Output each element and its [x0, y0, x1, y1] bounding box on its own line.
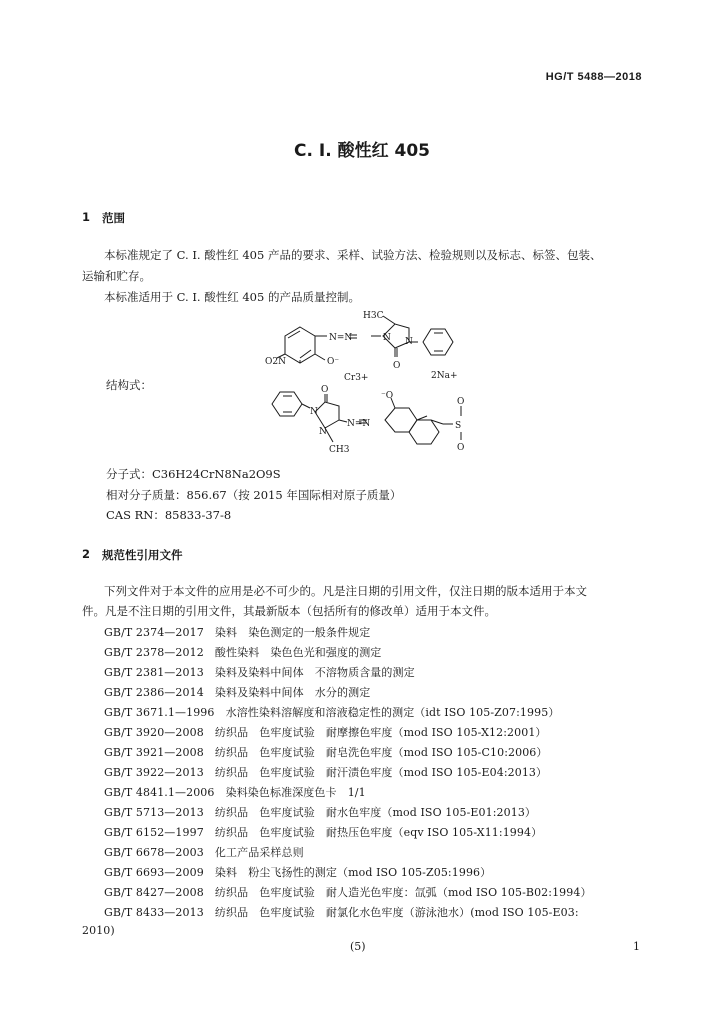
section-1-heading: 范围: [102, 211, 125, 225]
cas-number: CAS RN：85833-37-8: [106, 508, 232, 522]
reference-item: GB/T 4841.1—2006 染料染色标准深度色卡 1/1: [104, 786, 366, 799]
structural-formula: [255, 300, 480, 465]
reference-item: GB/T 8427—2008 纺织品 色牢度试验 耐人造光色牢度：氙弧（mod ISO 105-B02:1994）: [104, 886, 592, 899]
o-minus-top-label: ⁻O: [381, 391, 394, 401]
reference-item: GB/T 6693—2009 染料 粉尘飞扬性的测定（mod ISO 105-Z05:1996）: [104, 866, 492, 879]
page-number: 1: [633, 940, 640, 953]
scope-para-line-2: 运输和贮存。: [82, 269, 151, 283]
o-label-1: O: [393, 361, 401, 371]
reference-item: GB/T 5713—2013 纺织品 色牢度试验 耐水色牢度（mod ISO 105-E01:2013）: [104, 806, 537, 819]
o-minus-label: O⁻: [327, 357, 340, 367]
o-label-3: O: [457, 397, 465, 407]
n-label-3: N: [310, 407, 318, 417]
reference-item: GB/T 3921—2008 纺织品 色牢度试验 耐皂洗色牢度（mod ISO 105-C10:2006）: [104, 746, 548, 759]
reference-item: GB/T 2374—2017 染料 染色测定的一般条件规定: [104, 626, 371, 639]
scope-para-line-1: 本标准规定了 C. I. 酸性红 405 产品的要求、采样、试验方法、检验规则以及标志、标签、包装、: [104, 248, 602, 262]
n-label-2: N: [405, 337, 413, 347]
ch3-label: CH3: [329, 445, 350, 455]
page-title: C. I. 酸性红 405: [294, 141, 430, 161]
structure-label: 结构式：: [106, 378, 152, 392]
reference-item: GB/T 6152—1997 纺织品 色牢度试验 耐热压色牢度（eqv ISO 105-X11:1994）: [104, 826, 543, 839]
s-label: S: [455, 421, 462, 431]
section-1-number: 1: [82, 210, 91, 224]
azo-label-2: N=N: [347, 419, 371, 429]
reference-item: GB/T 3920—2008 纺织品 色牢度试验 耐摩擦色牢度（mod ISO 105-X12:2001）: [104, 726, 547, 739]
h3c-label: H3C: [363, 311, 384, 321]
references-intro-line-2: 件。凡是不注日期的引用文件，其最新版本（包括所有的修改单）适用于本文件。: [82, 604, 496, 618]
o-label-2: O: [321, 385, 329, 395]
reference-item: GB/T 6678—2003 化工产品采样总则: [104, 846, 304, 859]
molecular-mass: 相对分子质量：856.67（按 2015 年国际相对原子质量）: [106, 488, 402, 502]
azo-label-1: N=N: [329, 333, 353, 343]
reference-item: GB/T 2381—2013 染料及染料中间体 不溶物质含量的测定: [104, 666, 415, 679]
section-2-heading: 规范性引用文件: [102, 548, 183, 562]
n-label-1: N: [383, 333, 391, 343]
scope-para-2: 本标准适用于 C. I. 酸性红 405 的产品质量控制。: [104, 290, 360, 304]
section-2-number: 2: [82, 547, 91, 561]
standard-number: HG/T 5488—2018: [545, 71, 642, 83]
na-label: 2Na+: [431, 371, 458, 381]
reference-item: GB/T 2386—2014 染料及染料中间体 水分的测定: [104, 686, 371, 699]
reference-item-last-line-1: GB/T 8433—2013 纺织品 色牢度试验 耐氯化水色牢度（游泳池水）(mod ISO 105-E03:: [104, 906, 579, 919]
footer-code: (5): [350, 940, 366, 953]
reference-item: GB/T 2378—2012 酸性染料 染色色光和强度的测定: [104, 646, 382, 659]
n-label-4: N: [319, 427, 327, 437]
molecular-formula: 分子式：C36H24CrN8Na2O9S: [106, 467, 281, 481]
reference-item-last-line-2: 2010): [82, 924, 115, 937]
o2n-label: O2N: [265, 357, 286, 367]
o-label-4: O: [457, 443, 465, 453]
cr-label: Cr3+: [344, 373, 369, 383]
reference-item: GB/T 3671.1—1996 水溶性染料溶解度和溶液稳定性的测定（idt ISO 105-Z07:1995）: [104, 706, 560, 719]
references-intro-line-1: 下列文件对于本文件的应用是必不可少的。凡是注日期的引用文件，仅注日期的版本适用于本文: [104, 584, 587, 598]
reference-item: GB/T 3922—2013 纺织品 色牢度试验 耐汗渍色牢度（mod ISO 105-E04:2013）: [104, 766, 548, 779]
